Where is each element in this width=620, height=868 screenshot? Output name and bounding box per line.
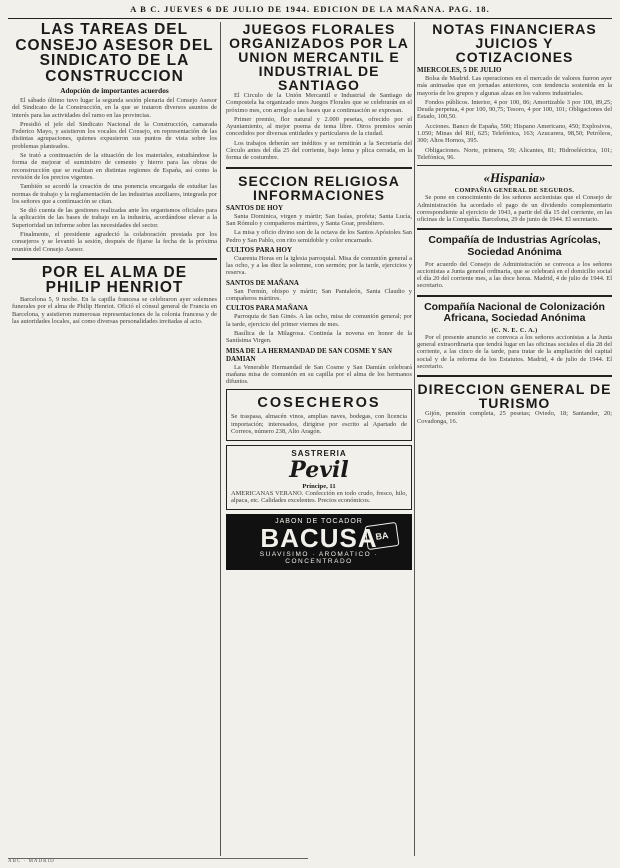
ad-sastreria-logo: Pevil: [289, 457, 349, 484]
ad-cosecheros: [226, 389, 412, 441]
notice-colonizacion-text: Por el presente anuncio se convoca a los señores accionistas a la Junta general extraordinaria que tendrá lugar en las oficinas sociales el día 28 del corriente, a las cinco de la tarde, para tratar de la ampliación del capital social y de la reforma de los Estatutos. Madrid, 4 de julio de 1944. El secretario.: [417, 333, 612, 371]
section-rule: [417, 375, 612, 377]
ad-bacusa: [226, 514, 412, 570]
article-paragraph: El sábado último tuvo lugar la segunda sesión plenaria del Consejo Asesor del Sindicato de la Construcción, en la que se trataron diversos asuntos de interés para las actividades del ramo en las provincias.: [12, 97, 217, 119]
article-paragraph: Obligaciones. Norte, primera, 59; Alicantes, 81; Hidroeléctrica, 101; Telefónica, 96.: [417, 146, 612, 161]
kicker-cultos-manana: CULTOS PARA MAÑANA: [226, 304, 308, 313]
headline-juegos-florales: JUEGOS FLORALES ORGANIZADOS POR LA UNION MERCANTIL E INDUSTRIAL DE SANTIAGO: [229, 22, 409, 93]
ad-text: Se traspasa, almacén vinos, amplias naves, bodegas, con licencia importación; interesados, dirigirse por escrito al Apartado de Correos, número 238, Alto Aragón.: [231, 413, 407, 436]
kicker-santos-hoy: SANTOS DE HOY: [226, 203, 284, 212]
headline-notas-financieras: NOTAS FINANCIERAS JUICIOS Y COTIZACIONES: [432, 22, 597, 65]
article-paragraph: Finalmente, el presidente agradeció la colaboración prestada por los consejeros y se levantó la sesión, después de fijarse la fecha de la próxima reunión del Consejo Asesor.: [12, 231, 217, 253]
article-paragraph: Se dió cuenta de las gestiones realizadas ante los organismos oficiales para la aplicación de las bases de trabajo en la industria, acordándose elevar a la Superioridad un informe sobre las necesidades del sector.: [12, 207, 217, 229]
article-paragraph: Basílica de la Milagrosa. Continúa la novena en honor de la Santísima Virgen.: [226, 329, 412, 345]
article-paragraph: Primer premio, flor natural y 2.000 pesetas, ofrecido por el Ayuntamiento, al mejor poema de tema libre. Otros premios serán concedidos por diversas entidades y particulares de la ciudad.: [226, 115, 412, 138]
section-rule: [417, 228, 612, 230]
notice-hispania-text: Se pone en conocimiento de los señores accionistas que el Consejo de Administración ha acordado el pago de un dividendo complementario correspondiente al ejercicio de 1943, a partir del día 15 del corriente, en las oficinas de la Compañía. Barcelona, 29 de junio de 1944. El secretario.: [417, 194, 612, 224]
ad-title: COSECHEROS: [257, 395, 381, 412]
article-paragraph: San Fermín, obispo y mártir; San Pantaleón, Santa Claudio y compañeros mártires.: [226, 287, 412, 303]
ad-sastreria: [226, 445, 412, 510]
subheadline: Adopción de importantes acuerdos: [60, 86, 169, 95]
page-footer: ABC · MADRID: [8, 858, 308, 866]
section-rule: [417, 295, 612, 297]
article-paragraph: Santa Dominica, virgen y mártir; San Isaías, profeta; Santa Lucía, San Rómulo y compañeros mártires, y Santa Goar, presbítero.: [226, 212, 412, 227]
notice-industrias-agricolas-text: Por acuerdo del Consejo de Administración se convoca a los señores accionistas a Junta general ordinaria, que se celebrará en el domicilio social el día 20 del corriente mes, a las doce horas. Madrid, 4 de julio de 1944. El secretario.: [417, 260, 612, 290]
notice-industrias-agricolas-title: Compañía de Industrias Agrícolas, Sociedad Anónima: [428, 234, 601, 258]
article-paragraph: Gijón, pensión completa, 25 pesetas; Oviedo, 18; Santander, 20; Covadonga, 16.: [417, 410, 612, 425]
column-middle: [226, 22, 412, 858]
column-right: [417, 22, 612, 858]
article-paragraph: El Circulo de la Unión Mercantil e Industrial de Santiago de Compostela ha organizado unos Juegos Florales que se celebrarán en el próximo mes, con arreglo a las bases que a continuación se expresan.: [226, 92, 412, 114]
ad-bacusa-brand: BACUSA: [260, 523, 378, 554]
article-paragraph: Parroquia de San Ginés. A las ocho, misa de comunión general; por la tarde, ejercicio del primer viernes de mes.: [226, 313, 412, 328]
ad-bacusa-top: JABON DE TOCADOR: [275, 518, 363, 526]
article-paragraph: También se acordó la creación de una ponencia encargada de estudiar las normas de trabajo y la reglamentación de las industrias auxiliares, integrada por los señores que a continuación se citan.: [12, 183, 217, 205]
column-divider: [414, 22, 415, 856]
article-paragraph: La Venerable Hermandad de San Cosme y San Damián celebrará mañana misa de comunión en su capilla por el alma de los hermanos difuntos.: [226, 363, 412, 386]
headline-turismo: DIRECCION GENERAL DE TURISMO: [417, 381, 612, 412]
headline-henriot: POR EL ALMA DE PHILIP HENRIOT: [41, 263, 188, 297]
kicker-date: MIERCOLES, 5 DE JULIO: [417, 66, 502, 74]
column-divider: [220, 22, 221, 856]
article-paragraph: La misa y oficio divino son de la octava de los Santos Apóstoles San Pedro y San Pablo, con rito semidoble y color encarnado.: [226, 229, 412, 244]
article-paragraph: Presidió el jefe del Sindicato Nacional de la Construcción, camarada Federico Mayo, y asistieron los vocales del Consejo, en representación de las distintas agrupaciones, quienes expusieron sus puntos de vista sobre los problemas planteados.: [12, 120, 217, 150]
article-paragraph: Los trabajos deberán ser inéditos y se remitirán a la Secretaría del Círculo antes del día 25 del corriente, bajo lema y plica cerrada, en la forma de costumbre.: [226, 139, 412, 162]
kicker-misa-hermandad: MISA DE LA HERMANDAD DE SAN COSME Y SAN DAMIAN: [226, 346, 392, 363]
ad-sastreria-title: SASTRERIA: [291, 449, 347, 459]
notice-colonizacion-sub: (C. N. E. C. A.): [491, 326, 538, 334]
article-paragraph: Se trató a continuación de la situación de los materiales, estudiándose la forma de mejorar el suministro de cemento y hierro para las obras de reconstrucción que se realizan en distintas regiones de España, así como la revisión de los precios vigentes.: [12, 152, 217, 181]
article-paragraph: Bolsa de Madrid. Las operaciones en el mercado de valores fueron ayer más animadas que en jornadas anteriores, con tendencia sostenida en la mayoría de los grupos y algunas alzas en los valores industriales.: [417, 75, 612, 97]
headline-seccion-religiosa: SECCION RELIGIOSA INFORMACIONES: [238, 172, 400, 203]
ad-sastreria-text: AMERICANAS VERANO. Confección en todo crudo, fresco, hilo, alpaca, etc. Calidades excelentes. Precios económicos.: [231, 489, 407, 504]
article-paragraph: Barcelona 5, 9 noche. En la capilla francesa se celebraron ayer solemnes funerales por el alma de Philip Henriot. Ofició el cónsul general de Francia en Barcelona, y asistieron numerosas representaciones de la colonia francesa y de las autoridades locales, así como diversas personalidades invitadas al acto.: [12, 295, 217, 325]
soap-bar-icon: BA: [364, 522, 399, 550]
ad-bacusa-sub: SUAVISIMO · AROMATICO · CONCENTRADO: [259, 551, 379, 566]
section-rule: [226, 167, 412, 169]
kicker-santos-manana: SANTOS DE MAÑANA: [226, 278, 299, 287]
kicker-cultos-hoy: CULTOS PARA HOY: [226, 245, 292, 254]
ad-sastreria-address: Príncipe, 11: [302, 482, 336, 490]
column-left: [12, 22, 217, 858]
section-rule: [12, 258, 217, 260]
header-rule: [8, 18, 612, 19]
section-rule: [417, 165, 612, 166]
headline-construccion: LAS TAREAS DEL CONSEJO ASESOR DEL SINDICATO DE LA CONSTRUCCION: [15, 22, 214, 85]
article-paragraph: Acciones. Banco de España, 590; Hispano Americano, 450; Explosivos, 1.050; Minas del Rif, 625; Telefónica, 163; Azucarera, 98,50; Petróleos, 300; Altos Hornos, 395.: [417, 122, 612, 145]
notice-colonizacion-title: Compañía Nacional de Colonización Africana, Sociedad Anónima: [424, 300, 605, 325]
notice-hispania-sub: COMPAÑIA GENERAL DE SEGUROS.: [454, 187, 575, 195]
notice-hispania-title: «Hispania»: [483, 170, 546, 186]
article-paragraph: Fondos públicos. Interior, 4 por 100, 86; Amortizable 3 por 100, 89,25; Deuda perpetua, 4 por 100, 90,75; Tesoro, 4 por 100, 101; Obligaciones del Estado, 100,50.: [417, 98, 612, 121]
page-header: A B C. JUEVES 6 DE JULIO DE 1944. EDICION DE LA MAÑANA. PAG. 18.: [130, 4, 490, 14]
article-paragraph: Cuarenta Horas en la iglesia parroquial. Misa de comunión general a las ocho, y a las diez la solemne, con sermón; por la tarde, ejercicios y reserva.: [226, 254, 412, 277]
